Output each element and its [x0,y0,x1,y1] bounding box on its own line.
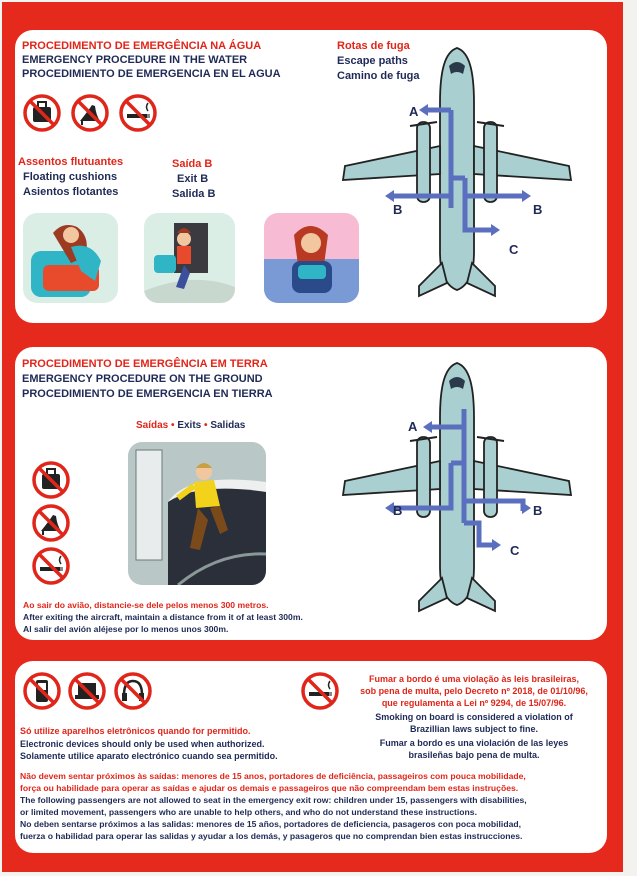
water-title-pt: PROCEDIMENTO DE EMERGÊNCIA NA ÁGUA [22,40,262,52]
no-smoking-icon [300,671,340,711]
water-title-es: PROCEDIMIENTO DE EMERGENCIA EN EL AGUA [22,68,281,80]
exit-b-label-es: Salida B [172,188,216,200]
no-laptop-icon [67,671,107,711]
onboard-rules-panel [15,661,607,853]
no-high-heels-icon [31,503,71,543]
ground-title-pt: PROCEDIMENTO DE EMERGÊNCIA EM TERRA [22,358,268,370]
no-smoking-icon [118,93,158,133]
cushions-label-es: Asientos flotantes [23,186,119,198]
exit-label-c: C [509,242,519,257]
no-baggage-icon [31,460,71,500]
ground-distance-note-pt: Ao sair do avião, distancie-se dele pelos menos 300 metros. [23,600,269,610]
ground-title-en: EMERGENCY PROCEDURE ON THE GROUND [22,373,263,385]
exit-row-restriction-pt-2: força ou habilidade para operar as saídas e ajudar os demais e passageiros que não compreendam bem estas instruções. [20,783,519,793]
exit-row-restriction-es-1: No deben sentarse próximos a las salidas: menores de 15 años, portadores de deficiencia, pasageros con poca mobilidad, [20,819,521,829]
electronic-devices-note-es: Solamente utilice aparato electrónico cuando sea permitido. [20,751,278,761]
no-high-heels-icon [70,93,110,133]
smoking-warning-pt-2: sob pena de multa, pelo Decreto nº 2018, de 01/10/96, [360,686,588,696]
exit-label-b-left: B [393,503,403,518]
exit-label-b-left: B [393,202,403,217]
exit-label-a: A [408,419,418,434]
escape-paths-label-pt: Rotas de fuga [337,40,410,52]
exits-label: Saídas • Exits • Salidas [136,420,246,431]
exit-row-restriction-es-2: fuerza o habilidad para operar las salidas y ayudar a los demás, y pasageros que no comprendan bien estas instrucciones. [20,831,523,841]
smoking-warning-pt-1: Fumar a bordo é uma violação às leis brasileiras, [368,674,580,684]
exit-label-c: C [510,543,520,558]
water-escape-diagram [337,48,577,308]
floating-cushion-illustration [23,213,118,303]
exit-label-a: A [409,104,419,119]
smoking-warning-es-2: brasileñas bajo pena de multa. [408,750,540,760]
exit-row-restriction-pt-1: Não devem sentar próximos às saídas: menores de 15 anos, portadores de deficiência, passageiros com pouca mobilidade, [20,771,526,781]
exit-label-b-right: B [533,202,543,217]
smoking-warning-pt-3: que regulamenta a Lei nº 9294, de 15/07/96. [381,698,567,708]
no-headphones-icon [113,671,153,711]
water-procedure-panel [15,30,607,323]
exit-row-restriction-en-1: The following passengers are not allowed to seat in the emergency exit row: children under 15, passengers with disabilities, [20,795,527,805]
ground-procedure-panel [15,347,607,640]
exit-b-label-pt: Saída B [172,158,213,170]
escape-paths-label-es: Camino de fuga [337,70,420,82]
exiting-aircraft-illustration [128,442,266,585]
paper-edge [623,0,637,876]
smoking-warning-en-2: Brazillian laws subject to fine. [409,724,539,734]
electronic-devices-note-pt: Só utilize aparelhos eletrônicos quando for permitido. [20,726,251,736]
ground-title-es: PROCEDIMIENTO DE EMERGENCIA EN TIERRA [22,388,273,400]
no-smoking-icon [31,546,71,586]
cushions-label-en: Floating cushions [23,171,118,183]
ground-escape-diagram [337,363,577,623]
exit-b-illustration [144,213,235,303]
no-baggage-icon [22,93,62,133]
exit-b-label-en: Exit B [177,173,209,185]
electronic-devices-note-en: Electronic devices should only be used when authorized. [20,739,265,749]
exit-label-b-right: B [533,503,543,518]
smoking-warning-es-1: Fumar a bordo es una violación de las leyes [379,738,569,748]
cushions-label-pt: Assentos flutuantes [18,156,124,168]
smoking-warning-en-1: Smoking on board is considered a violation of [375,712,573,722]
no-mobile-phone-icon [22,671,62,711]
exit-row-restriction-en-2: or limited movement, passengers who are unable to help others, and who do not understand these instructions. [20,807,477,817]
water-title-en: EMERGENCY PROCEDURE IN THE WATER [22,54,248,66]
ground-distance-note-es: Al salir del avión aléjese por lo menos unos 300m. [23,624,229,634]
escape-paths-label-en: Escape paths [337,55,408,67]
ground-distance-note-en: After exiting the aircraft, maintain a distance from it of at least 300m. [23,612,303,622]
